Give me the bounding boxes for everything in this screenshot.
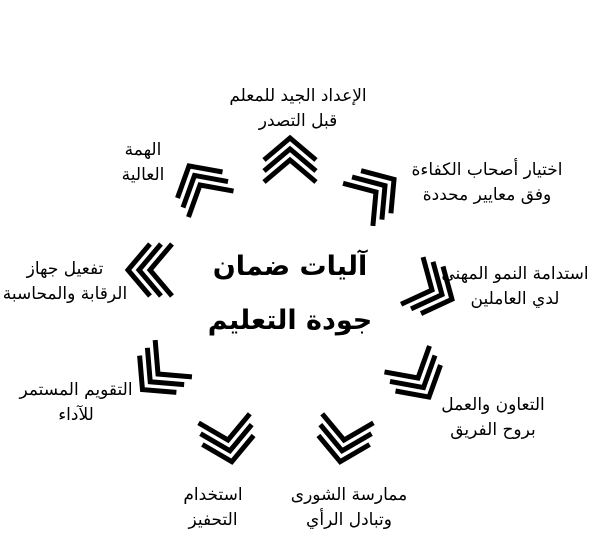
mechanism-3-line2: لدي العاملين (470, 289, 560, 309)
mechanism-1-line2: قبل التصدر (258, 111, 338, 131)
mechanism-label-2 (392, 158, 582, 208)
mechanism-5-line2: وتبادل الرأي (306, 510, 392, 530)
triple-chevron-icon-6 (199, 414, 258, 466)
mechanism-8-line1: تفعيل جهاز (26, 259, 104, 279)
mechanism-6-line2: التحفيز (188, 510, 238, 530)
mechanism-1-line1: الإعداد الجيد للمعلم (229, 86, 367, 106)
mechanism-4-line2: بروح الفريق (450, 420, 536, 440)
mechanism-label-6 (168, 483, 258, 533)
mechanism-2-line1: اختيار أصحاب الكفاءة (411, 160, 563, 180)
mechanism-label-1 (198, 84, 398, 134)
mechanism-9-line1: الهمة (124, 140, 162, 160)
center-title (190, 240, 390, 348)
mechanism-3-line1: استدامة النمو المهني (441, 264, 589, 284)
mechanism-label-4 (428, 393, 558, 443)
mechanism-5-line1: ممارسة الشورى (290, 485, 408, 505)
mechanism-label-3 (440, 262, 590, 312)
mechanism-2-line2: وفق معايير محددة (422, 185, 552, 205)
center-title-line2: جودة التعليم (207, 305, 373, 336)
mechanism-label-9 (108, 138, 178, 188)
mechanism-7-line2: للآداء (58, 405, 94, 425)
mechanism-8-line2: الرقابة والمحاسبة (2, 284, 128, 304)
mechanism-label-8 (0, 257, 130, 307)
triple-chevron-icon-8 (128, 244, 172, 296)
triple-chevron-icon-5 (315, 414, 374, 466)
mechanism-6-line1: استخدام (183, 485, 243, 505)
mechanism-4-line1: التعاون والعمل (441, 395, 545, 415)
center-title-line1: آليات ضمان (212, 251, 368, 282)
mechanism-9-line2: العالية (121, 165, 165, 185)
triple-chevron-icon-1 (264, 138, 316, 182)
mechanism-label-7 (6, 378, 146, 428)
mechanism-label-5 (284, 483, 414, 533)
mechanism-7-line1: التقويم المستمر (19, 380, 133, 400)
